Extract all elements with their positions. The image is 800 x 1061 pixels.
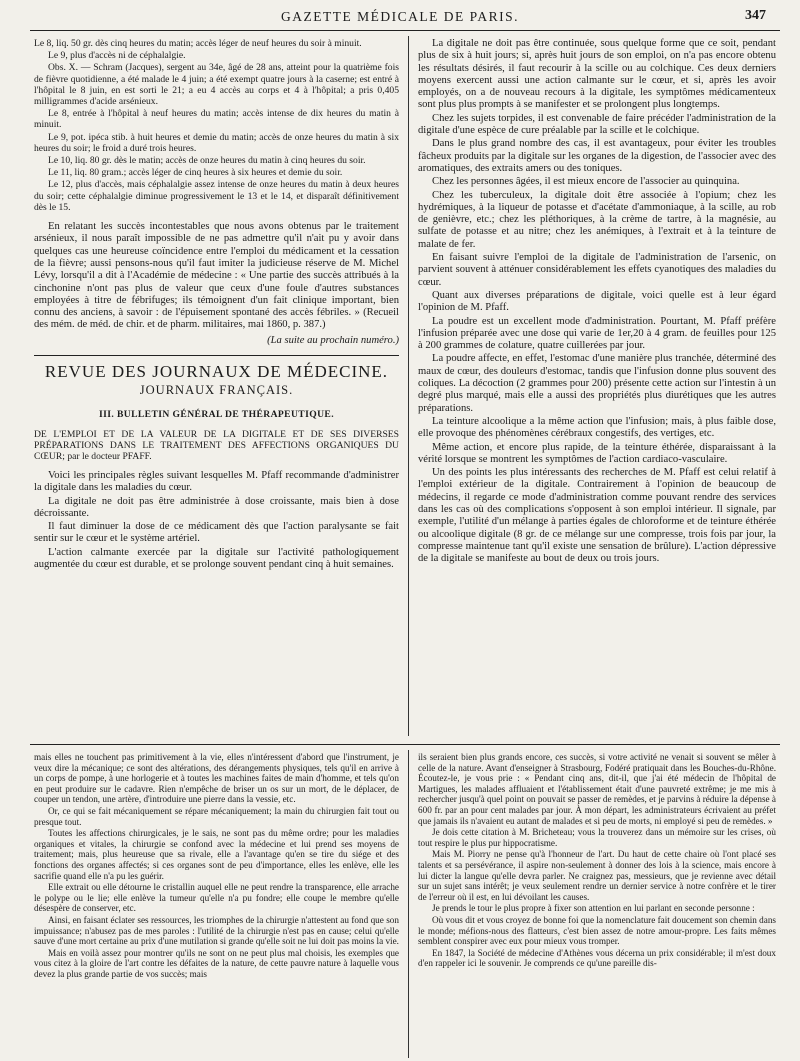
feuilleton-paragraph: Ainsi, en faisant éclater ses ressources, les triomphes de la chirurgie n'attestent au fond que son impuissance; n'abusez pas de mes paroles : l'utilité de la chirurgie n'est pas en cause; celui qu'elle sauve d'une mort certaine au prix d'une mutilation si grande qu'elle soit ne lui doit pas moins la vie. — [34, 914, 399, 947]
article-paragraph: La poudre est un excellent mode d'administration. Pourtant, M. Pfaff préfère l'infusion préparée avec une dose qui varie de 1er,20 à 4 gram. de feuilles pour 125 à 200 grammes de colature, quatre cuillerées par jour. — [418, 315, 776, 352]
column-divider — [408, 36, 409, 736]
feuilleton-left-column — [34, 752, 399, 1058]
feuilleton-paragraph: Je dois cette citation à M. Bricheteau; vous la trouverez dans un mémoire sur les crises, où tout respire le plus pur hippocratisme. — [418, 827, 776, 848]
left-column — [34, 38, 399, 733]
article-paragraph: Quant aux diverses préparations de digitale, voici quelle est à leur égard l'opinion de M. Pfaff. — [418, 289, 776, 314]
feuilleton-paragraph: ils seraient bien plus grands encore, ces succès, si votre activité ne venait si souvent se mêler à celle de la nature. Avant d'enseigner à Strasbourg, Fodéré pratiquait dans les Bouches-du-Rhône. Écoutez-le, je vous prie : « Pendant cinq ans, dit-il, que j'ai été médecin de l'hôpital de Martigues, les malades affluaient et l'établissement était d'une pauvreté extrême; je me mis à rechercher jusqu'à quel point on pouvait se passer de remèdes, et je parvins à réduire la dépense à 600 fr. par an pour cent malades par jour. À mon départ, les administrateurs écrivaient au préfet que jamais ils n'avaient eu autant de malades et si peu de morts, ni employé si peu de remèdes. » — [418, 752, 776, 826]
article-paragraph: La digitale ne doit pas être administrée à dose croissante, mais bien à dose décroissante. — [34, 495, 399, 519]
bulletin-heading: III. BULLETIN GÉNÉRAL DE THÉRAPEUTIQUE. — [98, 408, 335, 420]
continued-note: (La suite au prochain numéro.) — [267, 334, 399, 346]
article-paragraph: Chez les tuberculeux, la digitale doit être associée à l'opium; chez les hydrémiques, à la liqueur de potasse et d'acétate d'ammoniaque, à la scille, au rob de genièvre, etc.; chez les pléthoriques, à la crème de tartre, à la magnésie, au sulfate de potasse et au nitre; chez les anémiques, à l'extrait et à la teinture de malate de fer. — [418, 189, 776, 250]
feuilleton-paragraph: Où vous dit et vous croyez de bonne foi que la nomenclature fait doucement son chemin dans le monde; méfions-nous des flatteurs, c'est bien assez de notre amour-propre. Les faits mêmes semblent conspirer avec eux pour mieux vous tromper. — [418, 914, 776, 947]
observation-line: Le 9, pot. ipéca stib. à huit heures et demie du matin; accès de onze heures du matin à six heures du soir; le froid a duré trois heures. — [34, 131, 399, 154]
feuilleton-right-column — [418, 752, 776, 1058]
observation-line: Le 8, entrée à l'hôpital à neuf heures du matin; accès intense de dix heures du matin à minuit. — [34, 108, 399, 131]
right-column — [418, 38, 776, 733]
feuilleton-paragraph: Toutes les affections chirurgicales, je le sais, ne sont pas du même ordre; pour les maladies organiques et vitales, la chirurgie se confond avec la médecine et lui prend ses moyens de traitement; mais, plus heureuse que sa rivale, elle a l'avantage qu'en se tire du siége et des fonctions des organes affectés; si ces organes sont de peu d'importance, elles les enlève, elle les sacrifie quand elle n'a pu les guérir. — [34, 828, 399, 881]
observation-line: Le 8, liq. 50 gr. dès cinq heures du matin; accès léger de neuf heures du soir à minuit. — [34, 38, 362, 49]
article-paragraph: Dans le plus grand nombre des cas, il est avantageux, pour éviter les troubles fâcheux produits par la digitale sur les organes de la digestion, de l'associer avec des aromatiques, des extraits amers ou des toniques. — [418, 138, 776, 174]
feuilleton-paragraph: Elle extrait ou elle détourne le cristallin auquel elle ne peut rendre la transparence, elle arrache le polype ou le lie; elle enlève la tumeur qu'elle n'a pu fondre; elle coupe le membre qu'elle désespère de conserver, etc. — [34, 882, 399, 914]
observation-line: Le 11, liq. 80 gram.; accès léger de cinq heures à six heures et demie du soir. — [48, 167, 343, 179]
observation-line: Le 10, liq. 80 gr. dès le matin; accès de onze heures du matin à cinq heures du soir. — [48, 155, 366, 167]
observation-line: Obs. X. — Schram (Jacques), sergent au 34e, âgé de 28 ans, atteint pour la quatrième fois de fièvre quotidienne, a été malade le 4 juin; a été exempt quatre jours à la caserne; est entré à l'hôpital le 8 juin, en est sorti le 21; a eu 4 accès au corps et 4 à l'hôpital; a pris 0,405 milligrammes d'acide arsénieux. — [34, 62, 399, 108]
conclusion-paragraph: En relatant les succès incontestables que nous avons obtenus par le traitement arsénieux, il nous paraît impossible de ne pas admettre qu'il n'ait pu y avoir dans quelques cas une heureuse coïncidence entre l'emploi du médicament et la cessation de la fièvre; aussi pensons-nous qu'il faut imiter la judicieuse réserve de M. Michel Lévy, lorsqu'il a dit à l'Académie de médecine : « Une partie des succès attribués à la cinchonine n'ont pas plus de valeur que ceux d'une foule d'autres substances employées à titre de fébrifuges; ils témoignent d'un fait clinique important, bien connu des anciens, à savoir : de l'épuisement spontané des accès fébriles. » (Recueil des mém. de méd. de chir. et de pharm. militaires, mai 1860, p. 387.) — [34, 221, 399, 331]
article-paragraph: Chez les sujets torpides, il est convenable de faire précéder l'administration de la digitale d'une espèce de cure préalable par la scille et le colchique. — [418, 112, 776, 137]
section-title: REVUE DES JOURNAUX DE MÉDECINE. — [44, 362, 389, 382]
observation-line: Le 12, plus d'accès, mais céphalalgie assez intense de onze heures du matin à deux heures du soir; cette céphalalgie diminue progressivement le 13 et le 14, et disparaît définitivement dès le 15. — [34, 179, 399, 213]
article-paragraph: L'action calmante exercée par la digitale sur l'activité pathologiquement augmentée du cœur est durable, et se prolonge souvent pendant cinq à huit semaines. — [34, 546, 399, 570]
article-paragraph: La digitale ne doit pas être continuée, sous quelque forme que ce soit, pendant plus de six à huit jours; si, après huit jours de son emploi, on n'a pas encore obtenu les résultats désirés, il faut recourir à la scille ou au colchique. Ces deux derniers moyens exercent aussi une action calmante sur le cœur, et si, après les avoir employés, on a de nouveau recours à la digitale, les symptômes médicamenteux sont plus plus prompts à se manifester et se prolongent plus longtemps. — [418, 38, 776, 111]
article-paragraph: Un des points les plus intéressants des recherches de M. Pfaff est celui relatif à l'emploi extérieur de la digitale. Contrairement à l'opinion de beaucoup de médecins, il regarde ce mode d'administration comme pouvant rendre des services dans les cas où des complications s'opposent à son emploi intérieur. Il signale, par exemple, l'utilité d'un mélange à parties égales de chloroforme et de teinture éthérée ou alcoolique digitale (8 gr. de ce mélange sur une compresse, trois fois par jour, la compresse maintenue tant qu'il existe une sensation de brûlure). L'action dépressive de la digitale se manifeste au bout de deux ou trois jours. — [418, 467, 776, 565]
header-rule — [30, 30, 780, 31]
feuilleton-paragraph: En 1847, la Société de médecine d'Athènes vous décerna un prix considérable; il m'est doux d'en rappeler ici le souvenir. Je comprends ce qu'une pareille dis- — [418, 947, 776, 969]
page-header-title: GAZETTE MÉDICALE DE PARIS. — [281, 9, 519, 24]
article-paragraph: Même action, et encore plus rapide, de la teinture éthérée, disparaissant à la vérité lorsque se montrent les symptômes de l'action cardiaco-vasculaire. — [418, 441, 776, 465]
feuilleton-paragraph: Mais M. Piorry ne pense qu'à l'honneur de l'art. Du haut de cette chaire où l'ont placé ses talents et sa persévérance, il aspire non-seulement à donner des lois à la science, mais encore à lui dicter la langue qu'elle devra parler. Ne craignez pas, messieurs, que je revienne avec détail sur un sujet sans intérêt; je veux seulement rendre un dernier service à notre confrère et le tirer de l'erreur où il est, en lui dévoilant les causes. — [418, 849, 776, 902]
feuilleton-paragraph: Or, ce qui se fait mécaniquement se répare mécaniquement; la main du chirurgien fait tout ou presque tout. — [34, 805, 399, 827]
feuilleton-rule — [30, 744, 780, 745]
feuilleton-paragraph: Mais en voilà assez pour montrer qu'ils ne sont on ne peut plus mal choisis, les exemples que vous citez à la gloire de l'art contre les défaites de la nature, de cette pauvre nature à laquelle vous devez la plus grande partie de vos succès; mais — [34, 947, 399, 979]
article-paragraph: En faisant suivre l'emploi de la digitale de l'administration de l'arsenic, on parvient souvent à atténuer considérablement les effets cyanotiques des maladies du cœur. — [418, 252, 776, 288]
article-paragraph: La poudre affecte, en effet, l'estomac d'une manière plus tranchée, déterminé des maux de cœur, des douleurs d'estomac, tandis que l'infusion donne plus souvent des coliques. La décoction (2 grammes pour 200) présente cette action sur l'intestin à un degré plus marqué, mais elle a aussi des propriétés plus diurétiques que les autres préparations. — [418, 353, 776, 414]
feuilleton-paragraph: mais elles ne touchent pas primitivement à la vie, elles n'intéressent d'abord que l'instrument, je veux dire la mécanique; ce sont des altérations, des dérangements physiques, tels qu'il en arrive à un corps de pompe, à une horlogerie et à toutes les machines faites de main d'homme, et tels qu'on en peut produire sur le cadavre. Rien n'empêche de briser un os sur un mort, de le déplacer, de couper un tendon, une artère, d'introduire une pierre dans la vessie, etc. — [34, 752, 399, 805]
article-title: DE L'EMPLOI ET DE LA VALEUR DE LA DIGITALE ET DE SES DIVERSES PRÉPARATIONS DANS LE TRAITEMENT DES AFFECTIONS ORGANIQUES DU CŒUR; par le docteur PFAFF. — [34, 428, 399, 462]
section-rule — [34, 355, 399, 356]
page-number: 347 — [745, 8, 766, 23]
observation-line: Le 9, plus d'accès ni de céphalalgie. — [48, 50, 186, 62]
observations-block — [34, 38, 399, 213]
article-paragraph: Chez les personnes âgées, il est mieux encore de l'associer au quinquina. — [432, 176, 740, 188]
article-paragraph: Il faut diminuer la dose de ce médicament dès que l'action paralysante se fait sentir sur le cœur et le système artériel. — [34, 521, 399, 545]
feuilleton-paragraph: Je prends le tour le plus propre à fixer son attention en lui parlant en seconde personne : — [432, 903, 755, 914]
article-paragraph: Voici les principales règles suivant lesquelles M. Pfaff recommande d'administrer la digitale dans les maladies du cœur. — [34, 469, 399, 494]
section-subtitle: JOURNAUX FRANÇAIS. — [139, 383, 294, 398]
article-paragraph: La teinture alcoolique a la même action que l'infusion; mais, à plus faible dose, elle provoque des phénomènes cérébraux congestifs, des vertiges, etc. — [418, 415, 776, 440]
feuilleton-divider — [408, 750, 409, 1058]
